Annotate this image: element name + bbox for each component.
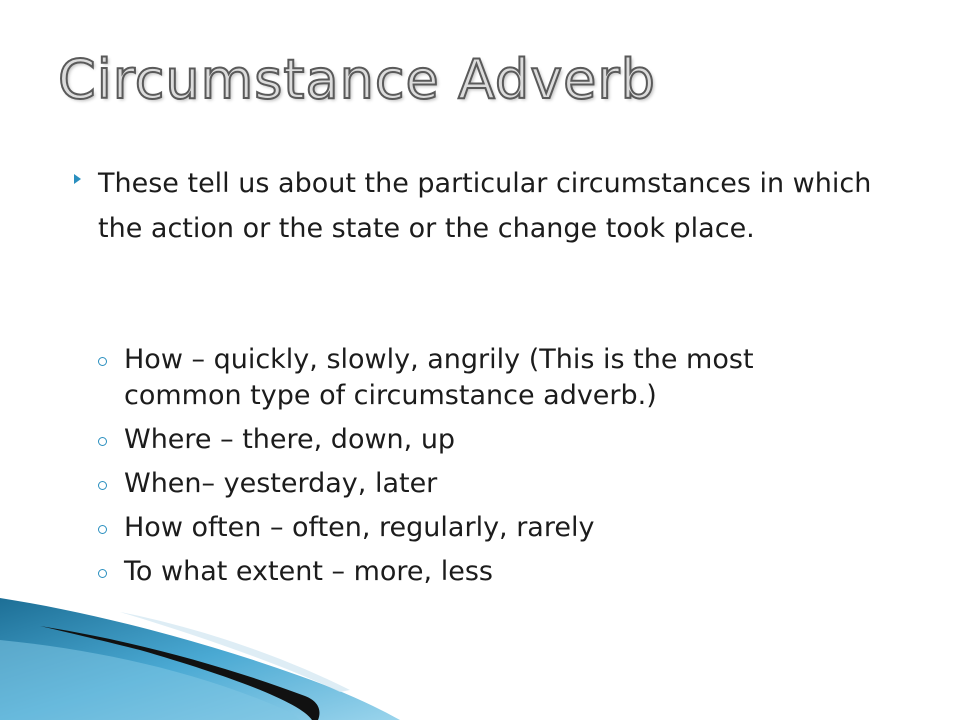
sub-bullet-to-what-extent: [98, 554, 898, 590]
triangle-arrow-icon: [74, 174, 81, 184]
hollow-circle-icon: [98, 525, 107, 534]
sub-bullet-detail: – quickly, slowly, angrily (This is the most common type of circumstance adverb.): [124, 344, 754, 411]
hollow-circle-icon: [98, 569, 107, 578]
sub-bullet-text: [124, 466, 864, 502]
sub-bullet-text: [124, 510, 864, 546]
hollow-circle-icon: [98, 357, 107, 366]
sub-bullet-term: How often: [124, 512, 262, 543]
main-bullet-point: [74, 161, 914, 251]
sub-bullet-where: [98, 422, 898, 458]
sub-bullet-how-often: [98, 510, 898, 546]
sub-bullet-detail: – more, less: [322, 556, 493, 587]
slide-title: Circumstance Adverb: [58, 48, 656, 111]
main-bullet-text: These tell us about the particular circumstances in which the action or the state or the change took place.: [98, 168, 872, 244]
hollow-circle-icon: [98, 481, 107, 490]
hollow-circle-icon: [98, 437, 107, 446]
sub-bullet-detail: – there, down, up: [211, 424, 456, 455]
sub-bullet-text: [124, 422, 864, 458]
sub-bullet-term: Where: [124, 424, 212, 455]
sub-bullet-when: [98, 466, 898, 502]
sub-bullet-how: [98, 342, 898, 414]
sub-bullet-detail: – yesterday, later: [201, 468, 438, 499]
sub-bullet-text: [124, 554, 864, 590]
sub-bullet-term: To what extent: [124, 556, 323, 587]
sub-bullet-text: [124, 342, 864, 414]
sub-bullet-term: How: [124, 344, 183, 375]
sub-bullet-detail: – often, regularly, rarely: [261, 512, 595, 543]
sub-bullet-term: When: [124, 468, 202, 499]
sub-bullet-list: [98, 342, 898, 598]
